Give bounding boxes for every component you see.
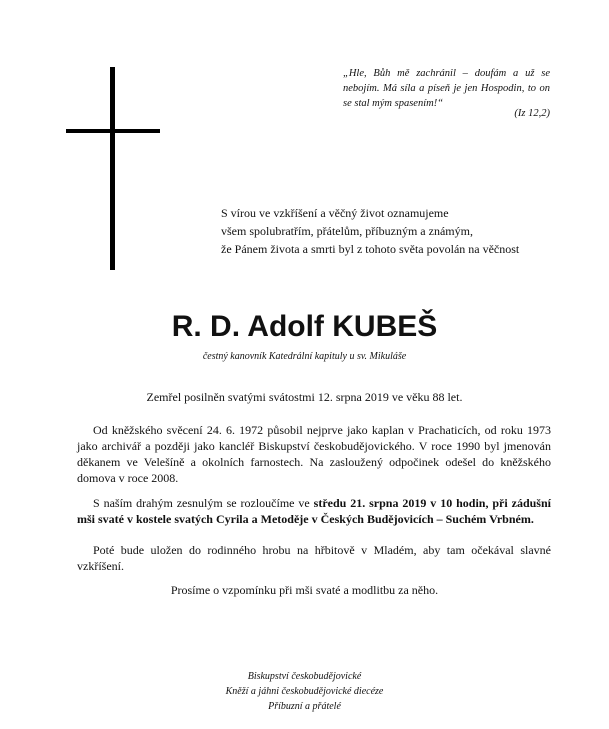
funeral-details: středu 21. srpna 2019 v 10 hodin, při zádušní mši svaté v kostele svatých Cyrila a Metoděje v Českých Budějovicích – Suchém Vrbném. xyxy=(77,496,551,526)
signature-line: Příbuzní a přátelé xyxy=(268,701,341,712)
announcement xyxy=(221,204,519,258)
biography-paragraph: Od kněžského svěcení 24. 6. 1972 působil nejprve jako kaplan v Prachaticích, od roku 1973 jako archivář a později jako kancléř Biskupství českobudějovického. V roce 1990 byl jmenován děkanem ve Velešíně a okolních farnostech. Na zasloužený odpočinek odešel do kněžského domova v roce 2008. xyxy=(77,423,551,485)
cross-horizontal-bar xyxy=(66,129,160,133)
cross-vertical-bar xyxy=(110,67,115,270)
signature-line: Biskupství českobudějovické xyxy=(247,671,362,682)
bible-quote: „Hle, Bůh mě zachránil – doufám a už se nebojím. Má síla a píseň je jen Hospodin, to on se stal mým spasením!“ xyxy=(343,68,550,109)
announcement-line: že Pánem života a smrti byl z tohoto světa povolán na věčnost xyxy=(221,242,520,256)
deceased-title: čestný kanovník Katedrální kapituly u sv. Mikuláše xyxy=(202,351,407,362)
closing-request: Prosíme o vzpomínku při mši svaté a modlitbu za něho. xyxy=(170,583,439,597)
funeral-paragraph xyxy=(77,495,551,527)
burial-paragraph: Poté bude uložen do rodinného hrobu na hřbitově v Mladém, aby tam očekával slavné vzkříšení. xyxy=(77,543,551,573)
funeral-intro: S naším drahým zesnulým se rozloučíme ve xyxy=(93,496,314,510)
announcement-line: S vírou ve vzkříšení a věčný život oznamujeme xyxy=(221,206,449,220)
death-line: Zemřel posilněn svatými svátostmi 12. srpna 2019 ve věku 88 let. xyxy=(146,390,463,404)
deceased-name: R. D. Adolf KUBEŠ xyxy=(171,310,438,343)
signature-line: Kněží a jáhni českobudějovické diecéze xyxy=(225,686,384,697)
signatures xyxy=(0,669,609,714)
bible-quote-reference: (Iz 12,2) xyxy=(514,108,550,119)
announcement-line: všem spolubratřím, přátelům, příbuzným a známým, xyxy=(221,224,473,238)
